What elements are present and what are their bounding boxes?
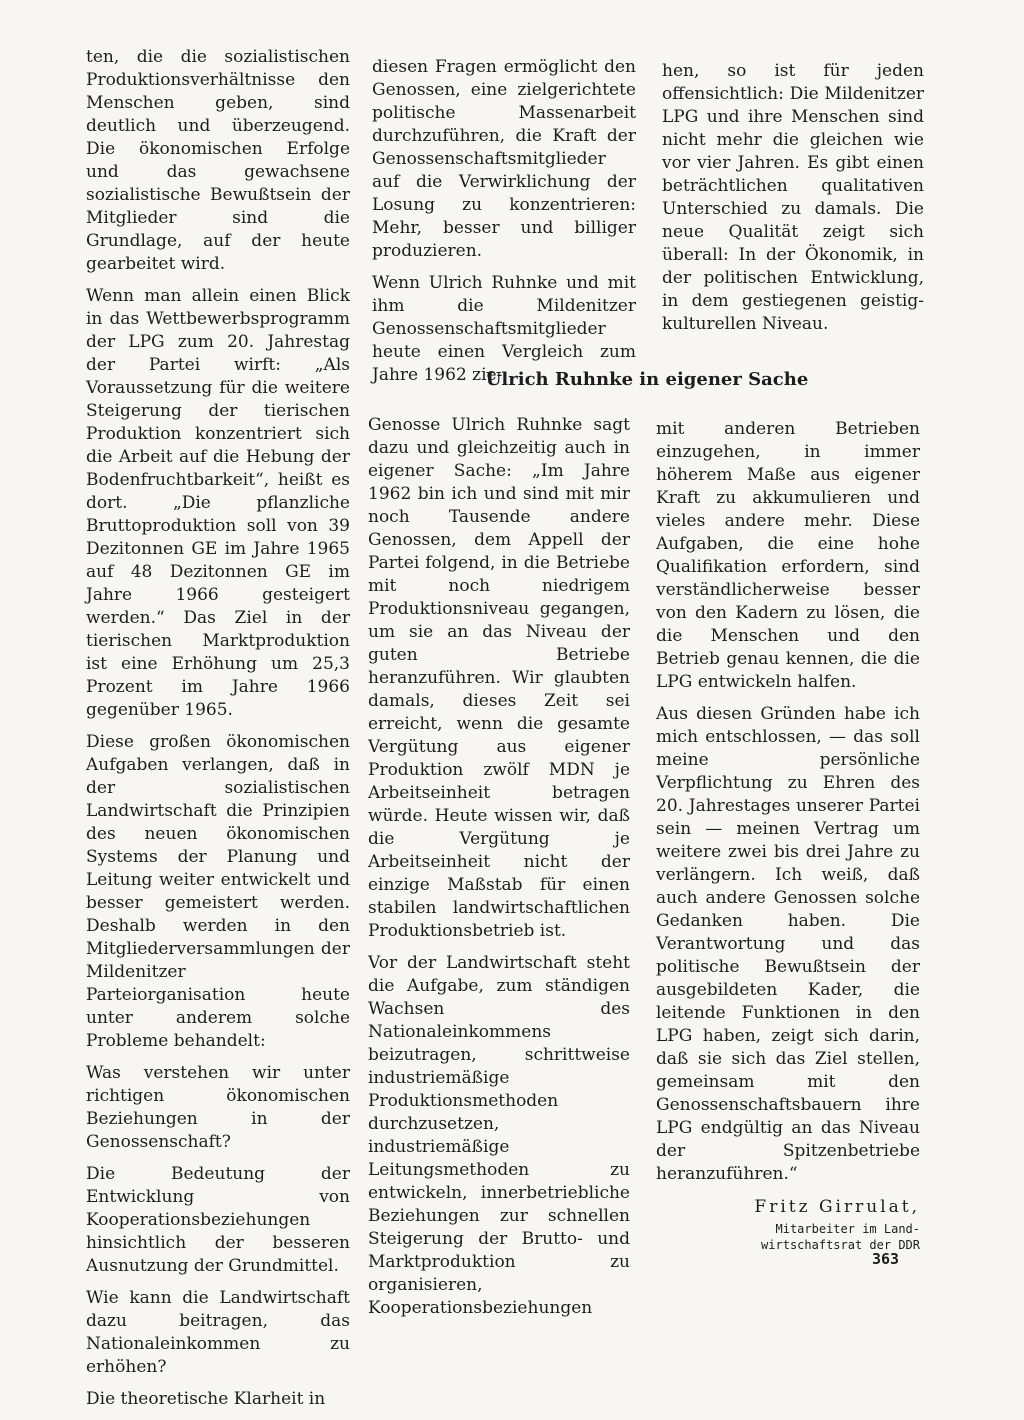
column-left	[86, 46, 350, 1420]
page-number: 363	[872, 1250, 900, 1268]
column-middle-top	[372, 56, 636, 396]
paragraph: mit anderen Betrieben einzugehen, in immer höherem Maße aus eigener Kraft zu akkumulieren und vieles andere mehr. Diese Aufgaben, die eine hohe Qualifikation erfordern, sind verständlicherweise besser von den Kadern zu lösen, die die Menschen und den Betrieb genau kennen, die die LPG entwickeln halfen.	[656, 419, 920, 692]
paragraph: ten, die die sozialistischen Produktionsverhältnisse den Menschen geben, sind deutlich und überzeugend. Die ökonomischen Erfolge und das gewachsene sozialistische Bewußtsein der Mitglieder sind die Grundlage, auf der heute gearbeitet wird.	[86, 47, 350, 274]
author-role-line: wirtschaftsrat der DDR	[761, 1238, 920, 1252]
paragraph: Vor der Landwirtschaft steht die Aufgabe, zum ständigen Wachsen des Nationaleinkommens beizutragen, schrittweise industriemäßige Produktionsmethoden durchzusetzen, industriemäßige Leitungsmethoden zu entwickeln, innerbetriebliche Beziehungen zur schnellen Steigerung der Brutto- und Marktproduktion zu organisieren, Kooperationsbeziehungen	[368, 953, 630, 1318]
paragraph: Genosse Ulrich Ruhnke sagt dazu und gleichzeitig auch in eigener Sache: „Im Jahre 1962 bin ich und sind mit mir noch Tausende andere Genossen, dem Appell der Partei folgend, in die Betriebe mit noch niedrigem Produktionsniveau gegangen, um sie an das Niveau der guten Betriebe heranzuführen. Wir glaubten damals, dieses Zeit sei erreicht, wenn die gesamte Vergütung aus eigener Produktion zwölf MDN je Arbeitseinheit betragen würde. Heute wissen wir, daß die Vergütung je Arbeitseinheit nicht der einzige Maßstab für einen stabilen landwirtschaftlichen Produktionsbetrieb ist.	[368, 415, 630, 941]
paragraph: Die Bedeutung der Entwicklung von Kooperationsbeziehungen hinsichtlich der besseren Ausnutzung der Grundmittel.	[86, 1164, 350, 1276]
column-right-bottom	[656, 418, 920, 1253]
section-heading: Ulrich Ruhnke in eigener Sache	[485, 369, 809, 390]
author-role-line: Mitarbeiter im Land-	[775, 1222, 920, 1236]
author-name: Fritz Girrulat,	[754, 1197, 920, 1217]
paragraph: Die theoretische Klarheit in	[86, 1389, 326, 1409]
paragraph: Diese großen ökonomischen Aufgaben verlangen, daß in der sozialistischen Landwirtschaft die Prinzipien des neuen ökonomischen Systems der Planung und Leitung weiter entwickelt und besser gemeistert werden. Deshalb werden in den Mitgliederversammlungen der Mildenitzer Parteiorganisation heute unter anderem solche Probleme behandelt:	[86, 732, 350, 1051]
paragraph: Aus diesen Gründen habe ich mich entschlossen, — das soll meine persönliche Verpflichtung zu Ehren des 20. Jahrestages unserer Partei sein — meinen Vertrag um weitere zwei bis drei Jahre zu verlängern. Ich weiß, daß auch andere Genossen solche Gedanken haben. Die Verantwortung und das politische Bewußtsein der ausgebildeten Kader, die leitende Funktionen in den LPG haben, zeigt sich darin, daß sie sich das Ziel stellen, gemeinsam mit den Genossenschaftsbauern ihre LPG endgültig an das Niveau der Spitzenbetriebe heranzuführen.“	[656, 704, 920, 1184]
paragraph: Was verstehen wir unter richtigen ökonomischen Beziehungen in der Genossenschaft?	[86, 1063, 350, 1152]
column-middle-bottom	[368, 414, 630, 1329]
paragraph: Wenn man allein einen Blick in das Wettbewerbsprogramm der LPG zum 20. Jahrestag der Partei wirft: „Als Voraussetzung für die weitere Steigerung der tierischen Produktion konzentriert sich die Arbeit auf die Hebung der Bodenfruchtbarkeit“, heißt es dort. „Die pflanzliche Bruttoproduktion soll von 39 Dezitonnen GE im Jahre 1965 auf 48 Dezitonnen GE im Jahre 1966 gesteigert werden.“ Das Ziel in der tierischen Marktproduktion ist eine Erhöhung um 25,3 Prozent im Jahre 1966 gegenüber 1965.	[86, 286, 350, 720]
paragraph: hen, so ist für jeden offensichtlich: Die Mildenitzer LPG und ihre Menschen sind nicht mehr die gleichen wie vor vier Jahren. Es gibt einen beträchtlichen qualitativen Unterschied zu damals. Die neue Qualität zeigt sich überall: In der Ökonomik, in der politischen Entwicklung, in dem gestiegenen geistig-kulturellen Niveau.	[662, 61, 924, 334]
paragraph: diesen Fragen ermöglicht den Genossen, eine zielgerichtete politische Massenarbeit durchzuführen, die Kraft der Genossenschaftsmitglieder auf die Verwirklichung der Losung zu konzentrieren: Mehr, besser und billiger produzieren.	[372, 57, 636, 261]
column-right-top	[662, 60, 924, 345]
paragraph: Wie kann die Landwirtschaft dazu beitragen, das Nationaleinkommen zu erhöhen?	[86, 1288, 350, 1377]
paragraph: Wenn Ulrich Ruhnke und mit ihm die Mildenitzer Genossenschaftsmitglieder heute einen Vergleich zum Jahre 1962 zie-	[372, 273, 636, 385]
